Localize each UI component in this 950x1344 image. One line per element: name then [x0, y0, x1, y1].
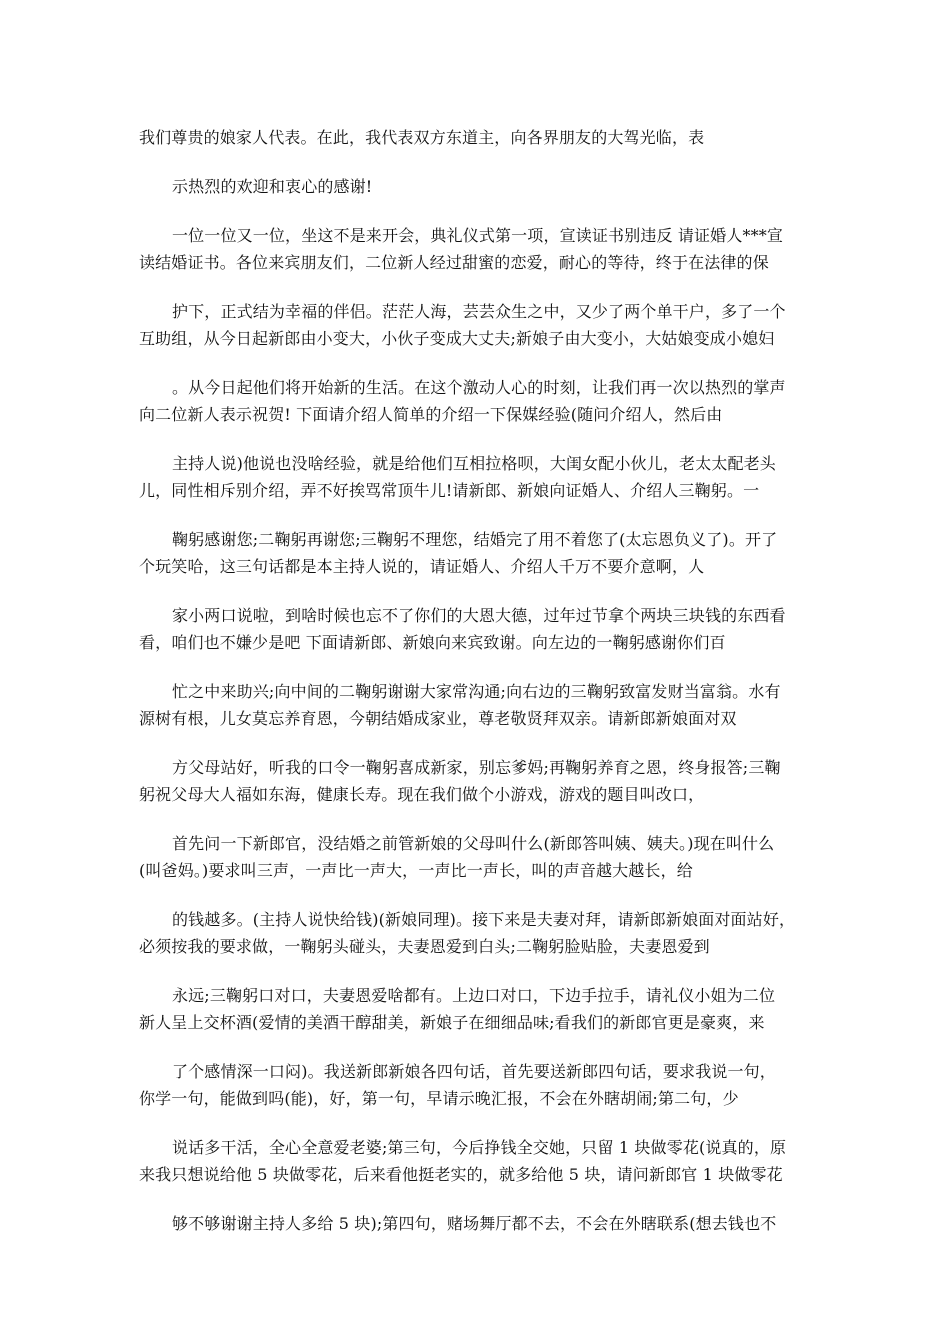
text-line: 躬祝父母大人福如东海，健康长寿。现在我们做个小游戏，游戏的题目叫改口， [139, 785, 705, 804]
text-line: 必须按我的要求做，一鞠躬头碰头，夫妻恩爱到白头;二鞠躬脸贴脸，夫妻恩爱到 [139, 937, 710, 956]
text-line: 源树有根，儿女莫忘养育恩，今朝结婚成家业，尊老敬贤拜双亲。请新郎新娘面对双 [139, 709, 737, 728]
text-line: (叫爸妈。)要求叫三声，一声比一声大，一声比一声长，叫的声音越大越长，给 [139, 861, 693, 880]
text-line: 看，咱们也不嫌少是吧 下面请新郎、新娘向来宾致谢。向左边的一鞠躬感谢你们百 [139, 633, 726, 652]
text-line: 新人呈上交杯酒(爱情的美酒干醇甜美，新娘子在细细品味;看我们的新郎官更是豪爽，来 [139, 1013, 765, 1032]
text-line: 永远;三鞠躬口对口，夫妻恩爱啥都有。上边口对口，下边手拉手，请礼仪小姐为二位 [172, 986, 776, 1005]
text-line: 一位一位又一位，坐这不是来开会，典礼仪式第一项，宣读证书别违反 请证婚人***宣 [172, 226, 784, 245]
text-line: 鞠躬感谢您;二鞠躬再谢您;三鞠躬不理您，结婚完了用不着您了(太忘恩负义了)。开了 [172, 530, 778, 549]
text-line: 读结婚证书。各位来宾朋友们，二位新人经过甜蜜的恋爱，耐心的等待，终于在法律的保 [139, 253, 769, 272]
text-line: 示热烈的欢迎和衷心的感谢! [172, 177, 373, 196]
text-line: 我们尊贵的娘家人代表。在此，我代表双方东道主，向各界朋友的大驾光临，表 [139, 128, 705, 147]
text-line: 护下，正式结为幸福的伴侣。茫茫人海，芸芸众生之中，又少了两个单干户，多了一个 [172, 302, 786, 321]
text-line: 够不够谢谢主持人多给 5 块);第四句，赌场舞厅都不去，不会在外瞎联系(想去钱也不 [172, 1214, 777, 1233]
text-line: 首先问一下新郎官，没结婚之前管新娘的父母叫什么(新郎答叫姨、姨夫。)现在叫什么 [172, 834, 775, 853]
text-line: 。从今日起他们将开始新的生活。在这个激动人心的时刻，让我们再一次以热烈的掌声 [172, 378, 786, 397]
text-line: 说话多干活，全心全意爱老婆;第三句，今后挣钱全交她，只留 1 块做零花(说真的，原 [172, 1138, 787, 1157]
text-line: 了个感情深一口闷)。我送新郎新娘各四句话，首先要送新郎四句话，要求我说一句， [172, 1062, 776, 1081]
text-line: 方父母站好，听我的口令一鞠躬喜成新家，别忘爹妈;再鞠躬养育之恩，终身报答;三鞠 [172, 758, 781, 777]
text-line: 主持人说)他说也没啥经验，就是给他们互相拉格呗，大闺女配小伙儿，老太太配老头 [172, 454, 776, 473]
text-line: 忙之中来助兴;向中间的二鞠躬谢谢大家常沟通;向右边的三鞠躬致富发财当富翁。水有 [172, 682, 781, 701]
text-line: 来我只想说给他 5 块做零花，后来看他挺老实的，就多给他 5 块，请问新郎官 1 块做零花 [139, 1165, 783, 1184]
text-line: 家小两口说啦，到啥时候也忘不了你们的大恩大德，过年过节拿个两块三块钱的东西看 [172, 606, 786, 625]
text-line: 儿，同性相斥别介绍，弄不好挨骂常顶牛儿!请新郎、新娘向证婚人、介绍人三鞠躬。一 [139, 481, 760, 500]
text-line: 互助组，从今日起新郎由小变大，小伙子变成大丈夫;新娘子由大变小，大姑娘变成小媳妇 [139, 329, 775, 348]
text-line: 个玩笑哈，这三句话都是本主持人说的，请证婚人、介绍人千万不要介意啊，人 [139, 557, 705, 576]
text-line: 向二位新人表示祝贺! 下面请介绍人简单的介绍一下保媒经验(随问介绍人，然后由 [139, 405, 723, 424]
text-line: 的钱越多。(主持人说快给钱)(新娘同理)。接下来是夫妻对拜，请新郎新娘面对面站好， [172, 910, 796, 929]
text-line: 你学一句，能做到吗(能)，好，第一句，早请示晚汇报，不会在外瞎胡闹;第二句，少 [139, 1089, 739, 1108]
